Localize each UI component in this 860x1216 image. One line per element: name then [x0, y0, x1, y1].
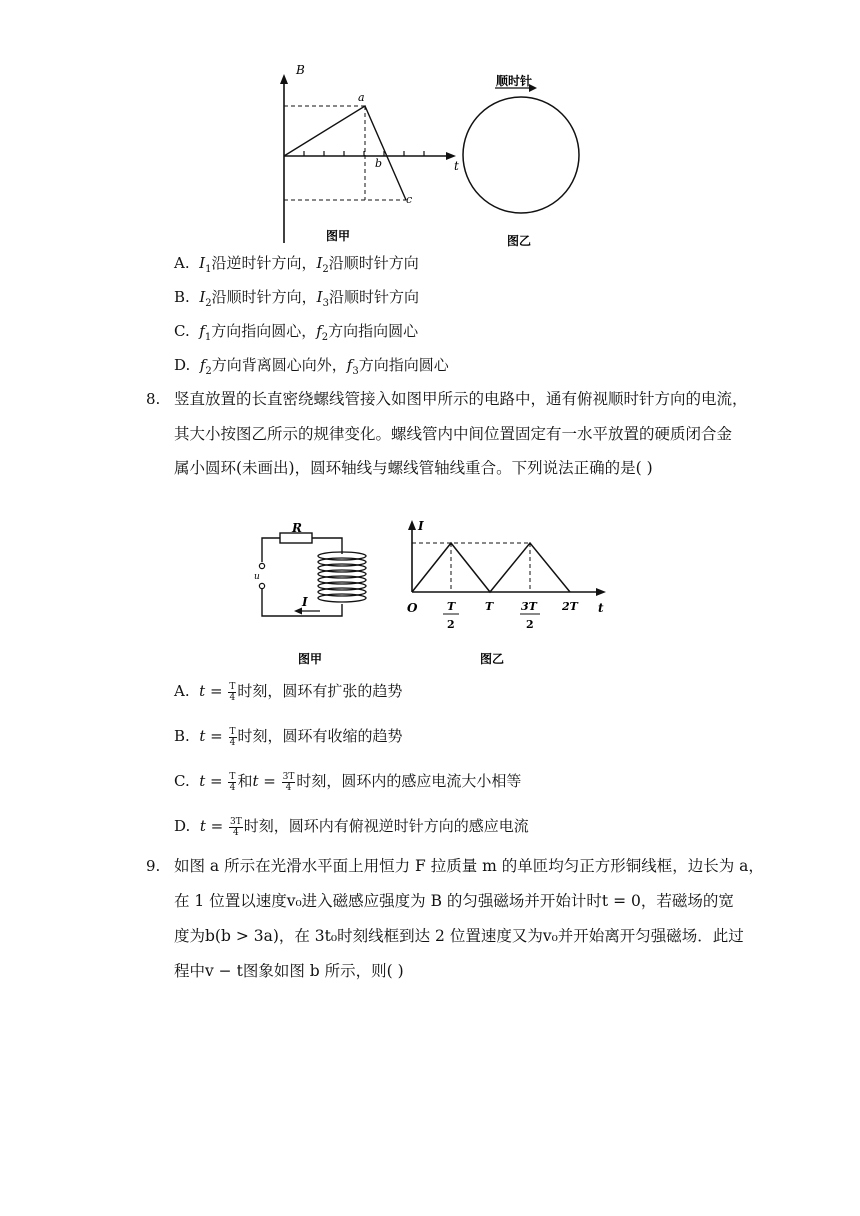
- subscript: 2: [205, 366, 212, 377]
- x-axis-label: t: [454, 159, 459, 173]
- fraction-numerator: T: [229, 726, 236, 737]
- subscript: 1: [205, 264, 212, 275]
- option-text: 沿顺时针方向: [328, 288, 419, 306]
- tick-t-half-den: 2: [447, 618, 455, 631]
- source-label: u: [254, 572, 260, 582]
- symbol: f: [346, 356, 353, 374]
- point-c-label: c: [406, 193, 413, 206]
- fraction: [282, 772, 296, 793]
- subscript: 3: [352, 366, 359, 377]
- option-text: 方向指向圆心: [358, 356, 449, 374]
- x-axis-arrow: [596, 588, 606, 596]
- symbol: I: [316, 254, 323, 272]
- q9-line-4: 程中v − t图象如图 b 所示，则( ): [174, 962, 404, 980]
- option-letter: D.: [174, 356, 191, 374]
- option-letter: A.: [174, 682, 190, 700]
- fraction: [229, 817, 243, 838]
- option-text: 方向背离圆心向外，: [211, 356, 347, 374]
- i-t-graph-svg: [398, 512, 618, 672]
- tick-2t: 2T: [562, 600, 578, 613]
- q9-line-1: 如图 a 所示在光滑水平面上用恒力 F 拉质量 m 的单匝均匀正方形铜线框，边长为 a，: [174, 857, 764, 875]
- clockwise-label: 顺时针: [496, 74, 533, 88]
- b-t-curve: [284, 106, 406, 200]
- math-prefix: t =: [199, 772, 223, 790]
- figure-i-t-graph: [398, 512, 618, 672]
- q8-line-3: 属小圆环(未画出)，圆环轴线与螺线管轴线重合。下列说法正确的是( ): [174, 459, 653, 477]
- q7-option-c[interactable]: [174, 320, 418, 349]
- option-text: 时刻，圆环有收缩的趋势: [237, 727, 403, 745]
- fraction-numerator: 3T: [282, 771, 295, 782]
- subscript: 3: [322, 298, 329, 309]
- q9-line-3: 度为b(b > 3a)，在 3t₀时刻线框到达 2 位置速度又为v₀并开始离开匀强磁场．此过: [174, 927, 744, 945]
- resistor-label: R: [292, 521, 302, 535]
- terminal-top: [259, 563, 264, 568]
- option-text: 时刻，圆环有扩张的趋势: [237, 682, 403, 700]
- dashed-guides: [284, 106, 406, 200]
- y-axis-arrow: [408, 520, 416, 530]
- symbol: I: [316, 288, 323, 306]
- point-a-label: a: [358, 91, 365, 104]
- subscript: 2: [322, 264, 329, 275]
- fraction: [229, 727, 237, 748]
- fraction: [228, 772, 236, 793]
- fraction-denominator: 4: [229, 782, 236, 793]
- origin-label: O: [407, 601, 418, 615]
- ring-circle: [463, 97, 579, 213]
- figure-caption-yi: 图乙: [507, 234, 532, 248]
- current-label: I: [302, 595, 308, 609]
- q8-line-1: 竖直放置的长直密绕螺线管接入如图甲所示的电路中，通有俯视顺时针方向的电流，: [174, 390, 748, 408]
- option-letter: D.: [174, 817, 191, 835]
- y-axis-arrow: [280, 74, 288, 84]
- tick-3t-half-num: 3T: [521, 600, 537, 613]
- tick-t-half-num: T: [447, 600, 456, 613]
- math-prefix: t =: [199, 727, 223, 745]
- y-axis-label: I: [418, 519, 424, 533]
- figure-b-t-graph: [260, 58, 460, 253]
- q9-line-2: 在 1 位置以速度v₀进入磁感应强度为 B 的匀强磁场并开始计时t = 0，若磁场的宽: [174, 892, 734, 910]
- q7-option-a[interactable]: [174, 252, 419, 281]
- q9-number: 9.: [146, 857, 161, 875]
- figure-circle: [455, 68, 595, 253]
- option-text: 时刻，圆环内的感应电流大小相等: [296, 772, 522, 790]
- i-t-curve: [412, 543, 570, 592]
- math-prefix: t =: [199, 817, 224, 835]
- fraction: [228, 682, 236, 703]
- math-prefix: t =: [252, 772, 276, 790]
- fraction-numerator: T: [229, 681, 236, 692]
- option-letter: B.: [174, 288, 190, 306]
- terminal-bottom: [259, 583, 264, 588]
- subscript: 2: [205, 298, 212, 309]
- q7-option-b[interactable]: [174, 286, 419, 315]
- option-letter: C.: [174, 322, 190, 340]
- option-letter: A.: [174, 254, 190, 272]
- q8-option-d[interactable]: [174, 815, 529, 838]
- current-arrowhead: [294, 608, 302, 615]
- figure-caption-jia: 图甲: [326, 229, 351, 243]
- symbol: I: [199, 254, 206, 272]
- option-text: 方向指向圆心: [328, 322, 419, 340]
- x-axis-label: t: [598, 601, 604, 615]
- symbol: I: [199, 288, 206, 306]
- math-prefix: t =: [199, 682, 223, 700]
- b-t-graph-svg: [260, 58, 460, 253]
- option-text: 沿逆时针方向，: [211, 254, 317, 272]
- option-text: 时刻，圆环内有俯视逆时针方向的感应电流: [243, 817, 529, 835]
- solenoid: [318, 552, 366, 602]
- symbol: f: [199, 356, 206, 374]
- subscript: 1: [204, 332, 212, 343]
- option-text: 沿顺时针方向，: [211, 288, 317, 306]
- option-text: 方向指向圆心，: [211, 322, 317, 340]
- fraction-denominator: 4: [285, 782, 292, 793]
- caption-i-t-graph: 图乙: [480, 652, 505, 666]
- conjunction: 和: [237, 772, 253, 790]
- circuit-svg: [248, 512, 378, 672]
- fraction-denominator: 4: [229, 737, 236, 748]
- fraction-numerator: T: [229, 771, 236, 782]
- fraction-denominator: 4: [229, 692, 236, 703]
- caption-circuit: 图甲: [298, 652, 323, 666]
- fraction-denominator: 4: [232, 827, 239, 838]
- q7-option-d[interactable]: [174, 354, 449, 383]
- circle-svg: [455, 68, 595, 253]
- q8-option-b[interactable]: [174, 725, 403, 748]
- q8-line-2: 其大小按图乙所示的规律变化。螺线管内中间位置固定有一水平放置的硬质闭合金: [174, 425, 733, 443]
- option-text: 沿顺时针方向: [328, 254, 419, 272]
- symbol: f: [199, 322, 205, 340]
- tick-3t-half-den: 2: [526, 618, 534, 631]
- figure-circuit: [248, 512, 378, 672]
- symbol: f: [316, 322, 322, 340]
- option-letter: C.: [174, 772, 190, 790]
- option-letter: B.: [174, 727, 190, 745]
- fraction-numerator: 3T: [229, 816, 242, 827]
- tick-t: T: [485, 600, 494, 613]
- point-b-label: b: [375, 157, 383, 170]
- y-axis-label: B: [296, 63, 305, 77]
- q8-option-c[interactable]: [174, 770, 521, 793]
- q8-number: 8.: [146, 390, 161, 408]
- q8-option-a[interactable]: [174, 680, 402, 703]
- subscript: 2: [321, 332, 329, 343]
